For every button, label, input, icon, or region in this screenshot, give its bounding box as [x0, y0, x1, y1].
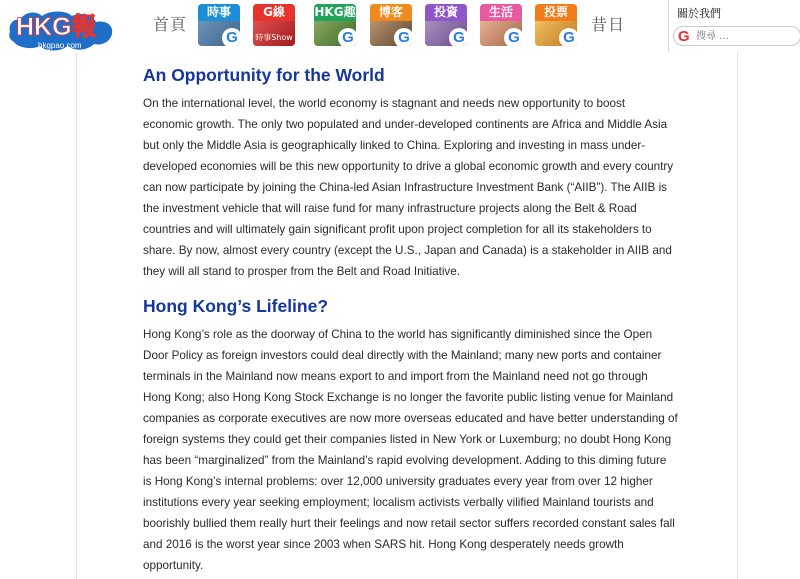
about-us-link[interactable]: 關於我們	[677, 7, 721, 20]
article-section	[143, 64, 678, 282]
nav-category-hkg-fun[interactable]	[314, 4, 356, 46]
category-label: 博客	[370, 4, 412, 21]
category-sublabel: 時事Show	[255, 33, 293, 42]
category-label: 投資	[425, 4, 467, 21]
top-navigation-bar	[0, 0, 800, 52]
nav-category-g-line[interactable]	[253, 4, 295, 46]
section-paragraph: On the international level, the world economy is stagnant and needs new opportunity to boost economic growth. The only two populated and under-developed continents are Africa and Middle Asia but only the Middle Asia is geographically linked to China. Exploring and investing in mass under-developed economies will be this new opportunity to drive a global economic growth and every country can now participate by joining the China-led Asian Infrastructure Investment Bank (“AIIB”). The AIIB is the investment vehicle that will raise fund for many infrastructure projects along the Belt & Road countries and will ultimately gain significant profit upon project completion for all its stakeholders to share. By now, almost every country (except the U.S., Japan and Canada) is a stakeholder in AIIB and they will all stand to prosper from the Belt and Road Initiative.	[143, 97, 674, 278]
g-badge-icon: G	[449, 28, 467, 46]
category-label: 生活	[480, 4, 522, 21]
nav-category-news[interactable]	[198, 4, 240, 46]
section-paragraph: Hong Kong’s role as the doorway of China to the world has significantly diminished since the Open Door Policy as foreign investors could deal directly with the Mainland; many new ports and container terminals in the Mainland now means export to and import from the Mainland need not go through Hong Kong; also Hong Kong Stock Exchange is no longer the favorite public listing venue for Mainland companies as corporate executives are now more overseas educated and have better understanding of foreign systems they could get their companies listed in New York or Luxemburg; no doubt Hong Kong has been “marginalized” from the Mainland’s rapid evolving development. Adding to this diming future is Hong Kong’s internal problems: over 12,000 university graduates every year from over 12 higher institutions every year seeking employment; localism activists verbally vilified Mainland tourists and boorishly bullied them really hurt their feelings and now retail sector suffers recorded constant sales fall and 2016 is the worst year since 2003 when SARS hit. Hong Kong desperately needs growth opportunity.	[143, 328, 678, 572]
category-label: 投票	[535, 4, 577, 21]
logo-graphic	[6, 2, 120, 54]
article-section	[143, 295, 678, 576]
logo-wordmark: HKG報	[16, 13, 97, 41]
nav-archive[interactable]: 昔日	[591, 15, 626, 34]
utility-panel	[668, 0, 800, 52]
article-body	[143, 64, 678, 576]
search-input[interactable]	[696, 28, 794, 44]
g-badge-icon: G	[504, 28, 522, 46]
search-box[interactable]	[673, 26, 800, 46]
nav-home[interactable]: 首頁	[153, 15, 188, 34]
category-label: G線	[253, 4, 295, 21]
section-heading: Hong Kong’s Lifeline?	[143, 296, 329, 316]
google-g-icon: G	[678, 28, 690, 45]
nav-category-vote[interactable]	[535, 4, 577, 46]
g-badge-icon: G	[338, 28, 356, 46]
nav-category-lifestyle[interactable]	[480, 4, 522, 46]
category-label: HKG趣	[314, 5, 356, 19]
category-label: 時事	[198, 4, 240, 21]
nav-category-blog[interactable]	[370, 4, 412, 46]
section-heading: An Opportunity for the World	[143, 65, 385, 85]
site-logo[interactable]	[6, 2, 120, 54]
g-badge-icon: G	[394, 28, 412, 46]
logo-domain: hkgpao.com	[38, 41, 82, 50]
g-badge-icon: G	[559, 28, 577, 46]
g-badge-icon: G	[222, 28, 240, 46]
nav-category-investment[interactable]	[425, 4, 467, 46]
